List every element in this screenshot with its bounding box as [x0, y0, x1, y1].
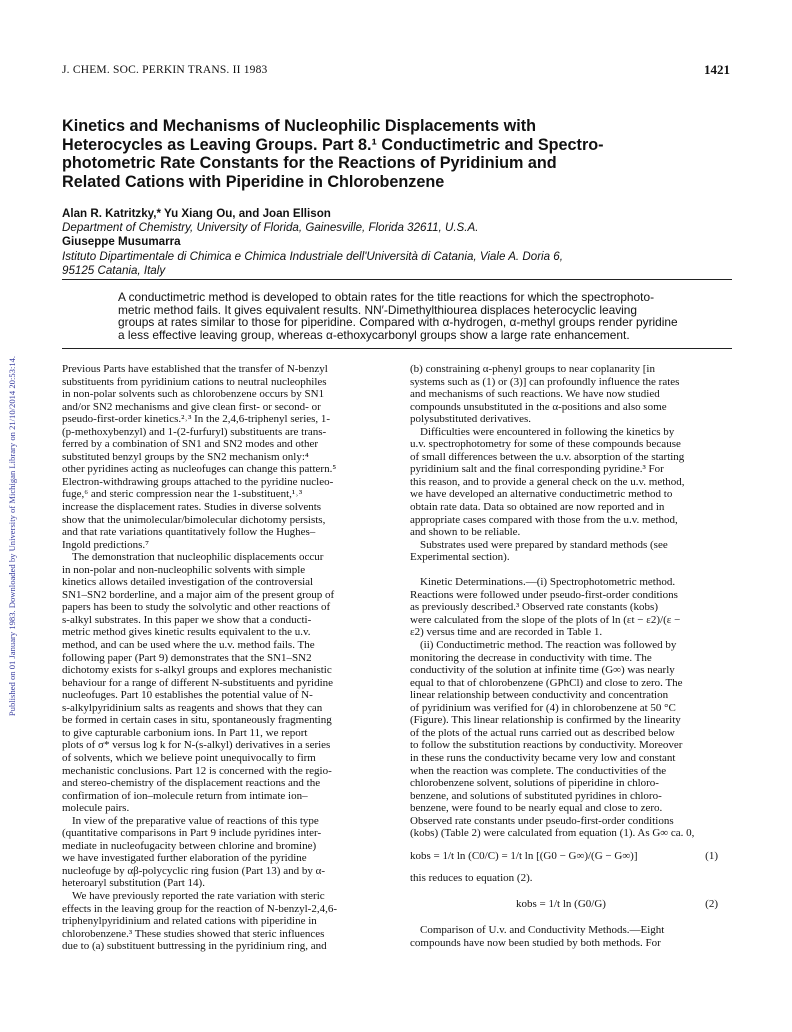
- body-line: benzene, and solutions of substituted pyridines in chloro-: [410, 789, 662, 802]
- body-line: u.v. spectrophotometry for some of these compounds because: [410, 438, 681, 451]
- title-line: Related Cations with Piperidine in Chlorobenzene: [62, 172, 445, 191]
- affiliation-2-line-2: 95125 Catania, Italy: [62, 263, 166, 277]
- body-line: s-alkylpyridinium salts as reagents and shows that they can: [62, 701, 323, 714]
- body-line: systems such as (1) or (3)] can profoundly influence the rates: [410, 375, 680, 388]
- body-line: Experimental section).: [410, 551, 510, 564]
- watermark-text: Published on 01 January 1983. Downloaded by University of Michigan Library on 21/10/2014 20:53:14.: [7, 355, 17, 717]
- body-line: chlorobenzene.³ These studies showed that steric influences: [62, 927, 325, 940]
- body-line: and/or SN2 mechanisms and give clean first- or second- or: [62, 400, 321, 413]
- right-column: [410, 363, 734, 949]
- equation-2-body: kobs = 1/t ln (G0/G): [516, 898, 606, 911]
- body-line: Difficulties were encountered in following the kinetics by: [420, 425, 675, 438]
- body-line: Substrates used were prepared by standard methods (see: [420, 538, 668, 551]
- download-watermark: [0, 0, 24, 1032]
- body-line: when the reaction was complete. The conductivities of the: [410, 764, 667, 777]
- body-line: conductivity of the solution at infinite time (G∞) was nearly: [410, 664, 675, 677]
- title-line: photometric Rate Constants for the Reactions of Pyridinium and: [62, 154, 557, 173]
- body-line: molecule pairs.: [62, 802, 130, 815]
- abstract-line: a less effective leaving group, whereas α-ethoxycarbonyl groups show a large rate enhancement.: [118, 327, 630, 342]
- body-line: be formed in certain cases in situ, spontaneously fragmenting: [62, 714, 332, 727]
- body-line: we have developed an alternative conductimetric method to: [410, 488, 673, 501]
- body-line: Previous Parts have established that the transfer of N-benzyl: [62, 363, 328, 375]
- body-line: compounds unsubstituted in the α-positions and also some: [410, 400, 667, 413]
- affiliation-1: Department of Chemistry, University of Florida, Gainesville, Florida 32611, U.S.A.: [62, 221, 479, 235]
- equation-1-number: (1): [705, 849, 718, 862]
- body-line: and mechanisms of such reactions. We have now studied: [410, 388, 660, 401]
- body-line: and stereo-chemistry of the displacement reactions and the: [62, 777, 321, 790]
- abstract-line: metric method fails. It gives equivalent results. NN′-Dimethylthiourea displaces heterocyclic leaving: [118, 302, 638, 317]
- abstract-line: A conductimetric method is developed to obtain rates for the title reactions for which the spectrophoto-: [118, 290, 655, 304]
- body-line: of small differences between the u.v. absorption of the starting: [410, 450, 685, 463]
- body-line: and shown to be reliable.: [410, 526, 521, 539]
- body-line: equal to that of chlorobenzene (GPhCl) and close to zero. The: [410, 676, 683, 689]
- body-line: s-alkyl substrates. In this paper we show that a conducti-: [62, 613, 312, 626]
- body-line: substituted benzyl groups by the SN2 mechanism only:⁴: [62, 450, 309, 463]
- article-title: [62, 117, 742, 191]
- body-line: increase the displacement rates. Studies in diverse solvents: [62, 501, 322, 514]
- body-line: effects in the leaving group for the reaction of N-benzyl-2,4,6-: [62, 902, 337, 915]
- body-line: other pyridines acting as nucleofuges can change this pattern.⁵: [62, 463, 337, 476]
- body-line: pyridinium salt and the final corresponding pyridine.³ For: [410, 463, 664, 476]
- body-line: Ingold predictions.⁷: [62, 538, 149, 551]
- abstract-line: groups at rates similar to those for piperidine. Compared with α-hydrogen, α-methyl groups render pyridine: [118, 315, 678, 330]
- running-head: J. CHEM. SOC. PERKIN TRANS. II 1983: [62, 64, 268, 76]
- body-line: Comparison of U.v. and Conductivity Methods.—Eight: [420, 924, 665, 937]
- body-line: to follow the substitution reactions by conductivity. Moreover: [410, 739, 683, 752]
- abstract: [118, 291, 732, 341]
- body-line: dichotomy exists for s-alkyl groups and explores mechanistic: [62, 664, 332, 677]
- body-line: due to (a) substituent buttressing in the pyridinium ring, and: [62, 940, 327, 953]
- body-line: and that rate variations quantitatively follow the Hughes–: [62, 526, 316, 539]
- title-line: Heterocycles as Leaving Groups. Part 8.¹ Conductimetric and Spectro-: [62, 135, 604, 154]
- body-line: this reason, and to provide a general check on the u.v. method,: [410, 475, 685, 488]
- body-line: monitoring the decrease in conductivity with time. The: [410, 651, 652, 664]
- body-line: mechanistic conclusions. Part 12 is concerned with the regio-: [62, 764, 332, 777]
- body-line: (Figure). This linear relationship is confirmed by the linearity: [410, 714, 681, 727]
- body-line: (p-methoxybenzyl) and 1-(2-furfuryl) substituents are trans-: [62, 425, 327, 438]
- right-column-text: [410, 363, 734, 840]
- body-line: confirmation of ion–molecule return from intimate ion–: [62, 789, 308, 802]
- body-line: (quantitative comparisons in Part 9 include pyridines inter-: [62, 827, 322, 840]
- equation-2: [410, 898, 734, 912]
- body-line: polysubstituted derivatives.: [410, 413, 531, 426]
- author-group-1: Alan R. Katritzky,* Yu Xiang Ou, and Joan Ellison: [62, 207, 331, 220]
- body-line: heteroaryl substitution (Part 14).: [62, 877, 205, 890]
- body-line: The demonstration that nucleophilic displacements occur: [72, 551, 324, 564]
- body-line: method, and can be used where the u.v. method fails. The: [62, 639, 315, 652]
- body-line: triphenylpyridinium and related cations with piperidine in: [62, 915, 317, 928]
- body-line: nucleofuges. Part 10 establishes the potential value of N-: [62, 689, 313, 702]
- body-line: We have previously reported the rate variation with steric: [72, 889, 325, 902]
- body-line: we have investigated further elaboration of the pyridine: [62, 852, 307, 865]
- author-group-2: Giuseppe Musumarra: [62, 235, 181, 249]
- equation-1: [410, 850, 734, 864]
- body-line: SN1–SN2 borderline, and a major aim of the present group of: [62, 588, 335, 601]
- body-line: chlorobenzene solvent, solutions of piperidine in chloro-: [410, 777, 659, 790]
- body-line: plots of σ* versus log k for N-(s-alkyl) derivatives in a series: [62, 739, 331, 752]
- page-number: 1421: [704, 62, 730, 77]
- left-column: [62, 363, 396, 953]
- body-line: of the plots of the actual runs carried out as described below: [410, 726, 675, 739]
- body-line: (b) constraining α-phenyl groups to near coplanarity [in: [410, 363, 655, 375]
- equation-2-number: (2): [705, 898, 718, 911]
- body-line: linear relationship between conductivity and concentration: [410, 689, 669, 702]
- body-line: substituents from pyridinium cations to neutral nucleophiles: [62, 375, 327, 388]
- body-line: (kobs) (Table 2) were calculated from equation (1). As G∞ ca. 0,: [410, 827, 695, 840]
- body-line: in these runs the conductivity became very low and constant: [410, 751, 676, 764]
- body-line: were calculated from the slope of the plots of ln (εt − ε2)/(ε −: [410, 613, 681, 626]
- body-line: fuge,⁶ and steric compression near the 1-substituent,¹˒³: [62, 488, 303, 501]
- body-line: papers has been to study the solvolytic and other reactions of: [62, 601, 331, 614]
- body-line: of solvents, which we believe point unequivocally to firm: [62, 751, 316, 764]
- body-line: Kinetic Determinations.—(i) Spectrophotometric method.: [420, 576, 676, 589]
- body-line: obtain rate data. Data so obtained are now reported and in: [410, 501, 665, 514]
- abstract-rule-top: [62, 279, 732, 280]
- body-line: [410, 564, 734, 577]
- body-line: ferred by a combination of SN1 and SN2 modes and other: [62, 438, 318, 451]
- body-line: Observed rate constants under pseudo-first-order conditions: [410, 814, 674, 827]
- right-column-text-bottom: [410, 924, 734, 949]
- body-line: behaviour for a range of different N-substituents and pyridine: [62, 676, 334, 689]
- body-line: to give capturable carbonium ions. In Part 11, we report: [62, 726, 308, 739]
- body-line: ε2) versus time and are recorded in Table 1.: [410, 626, 603, 639]
- equation-1-followup: this reduces to equation (2).: [410, 871, 533, 884]
- body-line: compounds have now been studied by both methods. For: [410, 936, 661, 949]
- body-line: mediate in nucleofugacity between chlorine and bromine): [62, 839, 317, 852]
- body-line: appropriate cases compared with those from the u.v. method,: [410, 513, 678, 526]
- author-block: [62, 207, 742, 278]
- body-line: pseudo-first-order kinetics.²˒³ In the 2,4,6-triphenyl series, 1-: [62, 413, 331, 426]
- body-line: in non-polar solvents such as chlorobenzene occurs by SN1: [62, 388, 325, 401]
- body-line: nucleofuge by αβ-polycyclic ring fusion (Part 13) and by α-: [62, 864, 326, 877]
- body-line: benzene, were found to be nearly equal and close to zero.: [410, 802, 663, 815]
- affiliation-2-line-1: Istituto Dipartimentale di Chimica e Chimica Industriale dell'Università di Catania, Viale A. Doria 6,: [62, 249, 563, 263]
- body-line: show that the unimolecular/bimolecular dichotomy persists,: [62, 513, 326, 526]
- body-line: (ii) Conductimetric method. The reaction was followed by: [420, 639, 677, 652]
- equation-1-body: kobs = 1/t ln (C0/C) = 1/t ln [(G0 − G∞)/(G − G∞)]: [410, 849, 638, 862]
- body-line: Reactions were followed under pseudo-first-order conditions: [410, 588, 678, 601]
- body-line: In view of the preparative value of reactions of this type: [72, 814, 319, 827]
- body-line: of pyridinium was verified for (4) in chlorobenzene at 50 °C: [410, 701, 676, 714]
- title-line: Kinetics and Mechanisms of Nucleophilic Displacements with: [62, 117, 537, 135]
- body-line: Electron-withdrawing groups attached to the pyridine nucleo-: [62, 475, 334, 488]
- abstract-rule-bottom: [62, 348, 732, 349]
- body-line: in non-polar and non-nucleophilic solvents with simple: [62, 563, 306, 576]
- body-line: kinetics allows detailed investigation of the controversial: [62, 576, 314, 589]
- body-line: following paper (Part 9) demonstrates that the SN1–SN2: [62, 651, 312, 664]
- body-line: as previously described.³ Observed rate constants (kobs): [410, 601, 658, 614]
- body-line: metric method gives kinetic results equivalent to the u.v.: [62, 626, 311, 639]
